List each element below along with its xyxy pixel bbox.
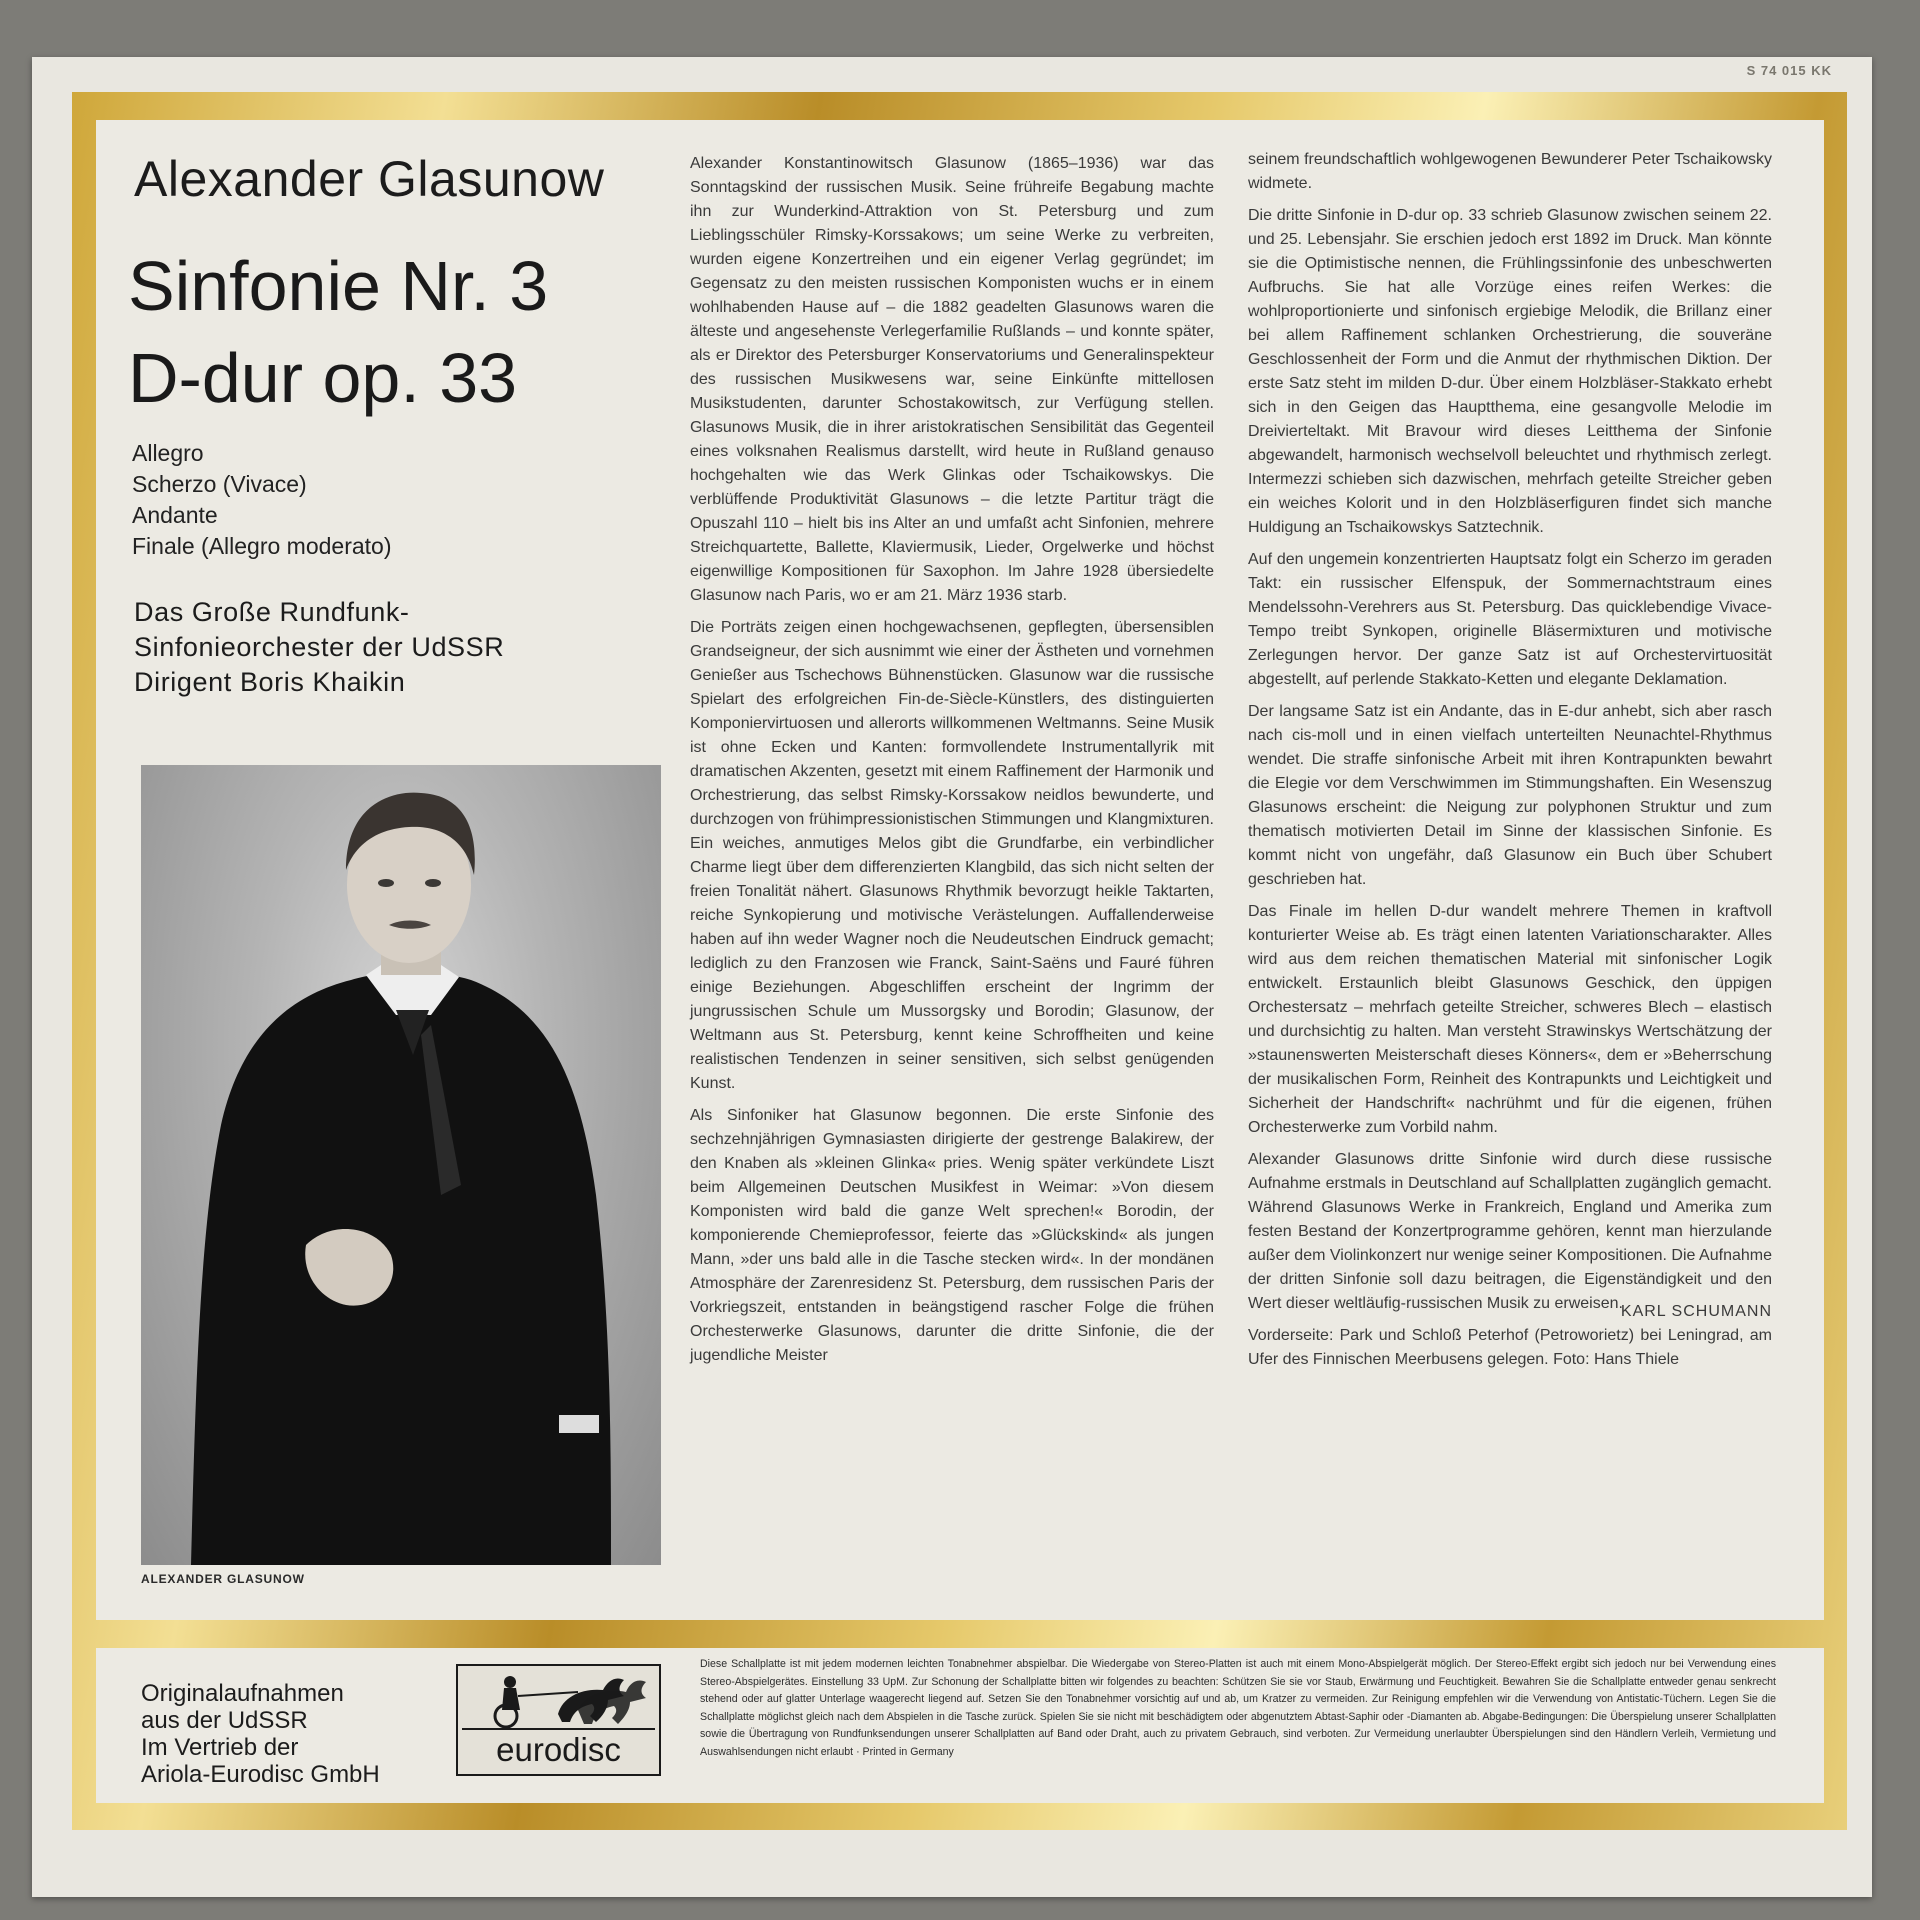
liner-notes-column-right: [1248, 148, 1772, 1380]
performer-credits: [134, 595, 504, 700]
work-title-line: Sinfonie Nr. 3: [128, 247, 549, 325]
playback-legal-notice: Diese Schallplatte ist mit jedem modernen leichten Tonabnehmer abspielbar. Die Wiedergabe von Stereo-Platten ist auch mit einem Mono-Abspielgerät möglich. Der Stereo-Effekt ergibt sich jedoch nur bei Verwendung eines Stereo-Abspielgerätes. Einstellung 33 UpM. Zur Schonung der Schallplatte bitten wir folgendes zu beachten: Schützen Sie sie vor Staub, Erwärmung und Feuchtigkeit. Bewahren Sie die Schallplatte entweder genau senkrecht stehend oder auf glatter Unterlage waagerecht liegend auf. Setzen Sie den Tonabnehmer vorsichtig auf und ab, um Kratzer zu vermeiden. Zur Reinigung empfehlen wir die Verwendung von Antistatic-Tüchern. Legen Sie die Schallplatte möglichst gleich nach dem Abspielen in die Tasche zurück. Spielen Sie sie nicht mit beschädigtem oder abgenutztem Abtast-Saphir oder -Diamanten ab. Abgabe-Bedingungen: Die Überspielung unserer Schallplatten sowie die Übertragung von Rundfunksendungen unserer Schallplatten auf Band oder Draht, auch zu privatem Gebrauch, sind verboten. Zur Vermeidung unerlaubter Überspielungen sind den Händlern Verleih, Vermietung und Auswahlsendungen nicht erlaubt · Printed in Germany: [700, 1658, 1776, 1758]
notes-paragraph: Alexander Glasunows dritte Sinfonie wird durch diese russische Aufnahme erstmals in Deutschland auf Schallplatten zugänglich gemacht. Während Glasunows Werke in Frankreich, England und Amerika zum festen Bestand der Konzertprogramme gehören, kennt man hierzulande außer dem Violinkonzert nur wenige seiner Kompositionen. Die Aufnahme der dritten Sinfonie soll dazu beitragen, die Eigenständigkeit und den Wert dieser weltläufig-russischen Musik zu erweisen.: [1248, 1151, 1772, 1312]
notes-paragraph: Der langsame Satz ist ein Andante, das in E-dur anhebt, sich aber rasch nach cis-moll und in einen vielfach unterteilten Neunachtel-Rhythmus wendet. Die straffe sinfonische Arbeit mit ihren Kontrapunkten bewahrt die Elegie vor dem Verschwimmen im Stimmungshaften. Ein Wesenszug Glasunows erscheint: die Neigung zur polyphonen Struktur und zum thematisch motivierten Detail im Sinne der klassischen Sinfonie. Es kommt nicht von ungefähr, daß Glasunow ein Buch über Schubert geschrieben hat.: [1248, 703, 1772, 888]
notes-paragraph: Alexander Konstantinowitsch Glasunow (1865–1936) war das Sonntagskind der russischen Musik. Seine frühreife Begabung machte ihn zur Wunderkind-Attraktion von St. Petersburg und zum Lieblingsschüler Rimsky-Korssakows; um seine Werke zu verbreiten, wurden eigene Konzertreihen und ein eigener Verlag gegründet; im Gegensatz zu den meisten russischen Komponisten wuchs er in einem wohlhabenden Hause auf – die 1882 geadelten Glasunows waren die älteste und angesehenste Verlegerfamilie Rußlands – und konnte später, als er Direktor des Petersburger Konservatoriums und Generalinspekteur des russischen Musikwesens war, seine Einkünfte mittellosen Musikstudenten, darunter Schostakowitsch, zur Verfügung stellen. Glasunows Musik, die in ihrer aristokratischen Sensibilität das Gegenteil eines volksnahen Realismus darstellt, wird heute in Rußland genauso hochgehalten wie das Werk Glinkas oder Tschaikowskys. Die verblüffende Produktivität Glasunows – die letzte Partitur trägt die Opuszahl 110 – hielt bis ins Alter an und umfaßt acht Sinfonien, mehrere Streichquartette, Ballette, Klaviermusik, Lieder, Orgelwerke und höchst eigenwillige Kompositionen für Saxophon. Im Jahre 1928 übersiedelte Glasunow nach Paris, wo er am 21. März 1936 starb.: [690, 155, 1214, 604]
performer-line: Sinfonieorchester der UdSSR: [134, 632, 505, 662]
movement-item: Finale (Allegro moderato): [132, 533, 392, 559]
performer-line: Das Große Rundfunk-: [134, 597, 410, 627]
notes-paragraph: Die dritte Sinfonie in D-dur op. 33 schrieb Glasunow zwischen seinem 22. und 25. Lebensjahr. Sie erschien jedoch erst 1892 im Druck. Man könnte sie die Optimistische nennen, die Frühlingssinfonie des unbeschwerten Aufbruchs. Sie hat alle Vorzüge eines reifen Werkes: die wohlproportionierte und sinfonisch ergiebige Melodik, die Brillanz einer bei allem Raffinement schlanken Orchestrierung, die souveräne Geschlossenheit der Form und die Anmut der rhythmischen Diktion. Der erste Satz steht im milden D-dur. Über einem Holzbläser-Stakkato erhebt sich in den Geigen das Hauptthema, eine gesangvolle Melodie im Dreivierteltakt. Mit Bravour wird dieses Leitthema der Sinfonie abgewandelt, harmonisch wechselvoll beleuchtet und rhythmisch zerlegt. Intermezzi schieben sich dazwischen, mehrfach geteilte Streicher geben ein weiches Kolorit und in den Holzbläserfiguren findet sich manche Huldigung an Tschaikowskys Satztechnik.: [1248, 207, 1772, 536]
performer-line: Dirigent Boris Khaikin: [134, 667, 406, 697]
notes-paragraph: Die Porträts zeigen einen hochgewachsenen, gepflegten, übersensiblen Grandseigneur, der sich ausnimmt wie einer der Ästheten und vornehmen Genießer aus Tschechows Bühnenstücken. Glasunow war die russische Spielart des erfolgreichen Fin-de-Siècle-Künstlers, des distinguierten Komponiervirtuosen und allerorts willkommenen Weltmanns. Seine Musik ist ohne Ecken und Kanten: formvollendete Instrumentallyrik mit dramatischen Akzenten, gesetzt mit einem Raffinement der Harmonik und Orchestrierung, das selbst Rimsky-Korssakow neidlos bewunderte, und durchzogen von frühimpressionistischen Stimmungen und Klangmixturen. Ein weiches, anmutiges Melos gibt die Grundfarbe, ein verbindlicher Charme liegt über dem differenzierten Klangbild, das sich nicht selten der freien Tonalität nähert. Glasunows Rhythmik bevorzugt heikle Taktarten, reiche Synkopierung und motivische Verästelungen. Auffallenderweise haben auf ihn weder Wagner noch die Neudeutschen Eindruck gemacht; lediglich zu den Franzosen wie Franck, Saint-Saëns und Fauré führen einige Beziehungen. Abgeschliffen erscheint der Ingrimm der jungrussischen Schule um Mussorgsky und Borodin; Glasunow, der Weltmann aus St. Petersburg, kennt keine Schroffheiten und keine realistischen Tendenzen in seiner sensitiven, sich selbst genügenden Kunst.: [690, 619, 1214, 1092]
work-title: [128, 240, 548, 424]
notes-paragraph: Das Finale im hellen D-dur wandelt mehrere Themen in kraftvoll konturierter Weise ab. Es trägt einen latenten Variationscharakter. Alles wird aus dem reichen thematischen Material mit sinfonischer Logik entwickelt. Erstaunlich bleibt Glasunows Geschick, den üppigen Orchestersatz – mehrfach geteilte Streicher, schweres Blech – elastisch und durchsichtig zu halten. Man versteht Strawinskys Wertschätzung der »staunenswerten Meisterschaft dieses Könners«, dem er »Beherrschung der musikalischen Form, Reinheit des Kontrapunkts und Leichtigkeit und Sicherheit der Handschrift« nachrühmt und für die eigenen, frühen Orchesterwerke zum Vorbild nahm.: [1248, 903, 1772, 1136]
origin-distribution-info: [141, 1680, 380, 1788]
composer-portrait-photo: [141, 765, 661, 1565]
origin-line: Ariola-Eurodisc GmbH: [141, 1761, 380, 1788]
movement-item: Scherzo (Vivace): [132, 471, 307, 497]
liner-notes-column-left: [690, 152, 1214, 1376]
eurodisc-logo: [456, 1664, 661, 1776]
author-signature: KARL SCHUMANN: [1620, 1303, 1772, 1320]
movement-list: [132, 438, 392, 562]
composer-name: Alexander Glasunow: [134, 151, 605, 207]
movement-item: Andante: [132, 502, 218, 528]
catalog-number: S 74 015 KK: [1746, 63, 1832, 78]
portrait-figure: [141, 765, 661, 1565]
photo-caption: ALEXANDER GLASUNOW: [141, 1572, 305, 1586]
movement-item: Allegro: [132, 440, 204, 466]
logo-wordmark: eurodisc: [462, 1728, 655, 1768]
origin-line: aus der UdSSR: [141, 1707, 308, 1734]
origin-line: Originalaufnahmen: [141, 1680, 344, 1707]
notes-paragraph: Als Sinfoniker hat Glasunow begonnen. Die erste Sinfonie des sechzehnjährigen Gymnasiasten dirigierte der gestrenge Balakirew, der den Knaben als »kleinen Glinka« pries. Wenig später verkündete Liszt beim Allgemeinen Deutschen Musikfest in Weimar: »Von diesem Komponisten wird bald die ganze Welt sprechen!« Borodin, der komponierende Chemieprofessor, feierte das »Glückskind« als jungen Mann, »der uns bald alle in die Tasche stecken wird«. In der mondänen Atmosphäre der Zarenresidenz St. Petersburg, dem russischen Paris der Vorkriegszeit, entstanden in beängstigend rascher Folge die frühen Orchesterwerke Glasunows, darunter die dritte Sinfonie, die der jugendliche Meister: [690, 1107, 1214, 1364]
origin-line: Im Vertrieb der: [141, 1734, 299, 1761]
notes-paragraph: Auf den ungemein konzentrierten Hauptsatz folgt ein Scherzo im geraden Takt: ein russischer Elfenspuk, der Sommernachtstraum eines Mendelssohn-Verehrers aus St. Petersburg. Das quicklebendige Vivace-Tempo treibt Synkopen, originelle Bläsermixturen und motivische Zerlegungen hervor. Der ganze Satz ist auf Orchestervirtuosität abgestellt, auf perlende Stakkato-Ketten und elegante Deklamation.: [1248, 551, 1772, 688]
cover-photo-credit: Vorderseite: Park und Schloß Peterhof (Petroworietz) bei Leningrad, am Ufer des Finnischen Meerbusens gelegen. Foto: Hans Thiele: [1248, 1327, 1772, 1368]
work-title-line: D-dur op. 33: [128, 339, 518, 417]
notes-paragraph: seinem freundschaftlich wohlgewogenen Bewunderer Peter Tschaikowsky widmete.: [1248, 151, 1772, 192]
chariot-icon: [458, 1666, 659, 1730]
